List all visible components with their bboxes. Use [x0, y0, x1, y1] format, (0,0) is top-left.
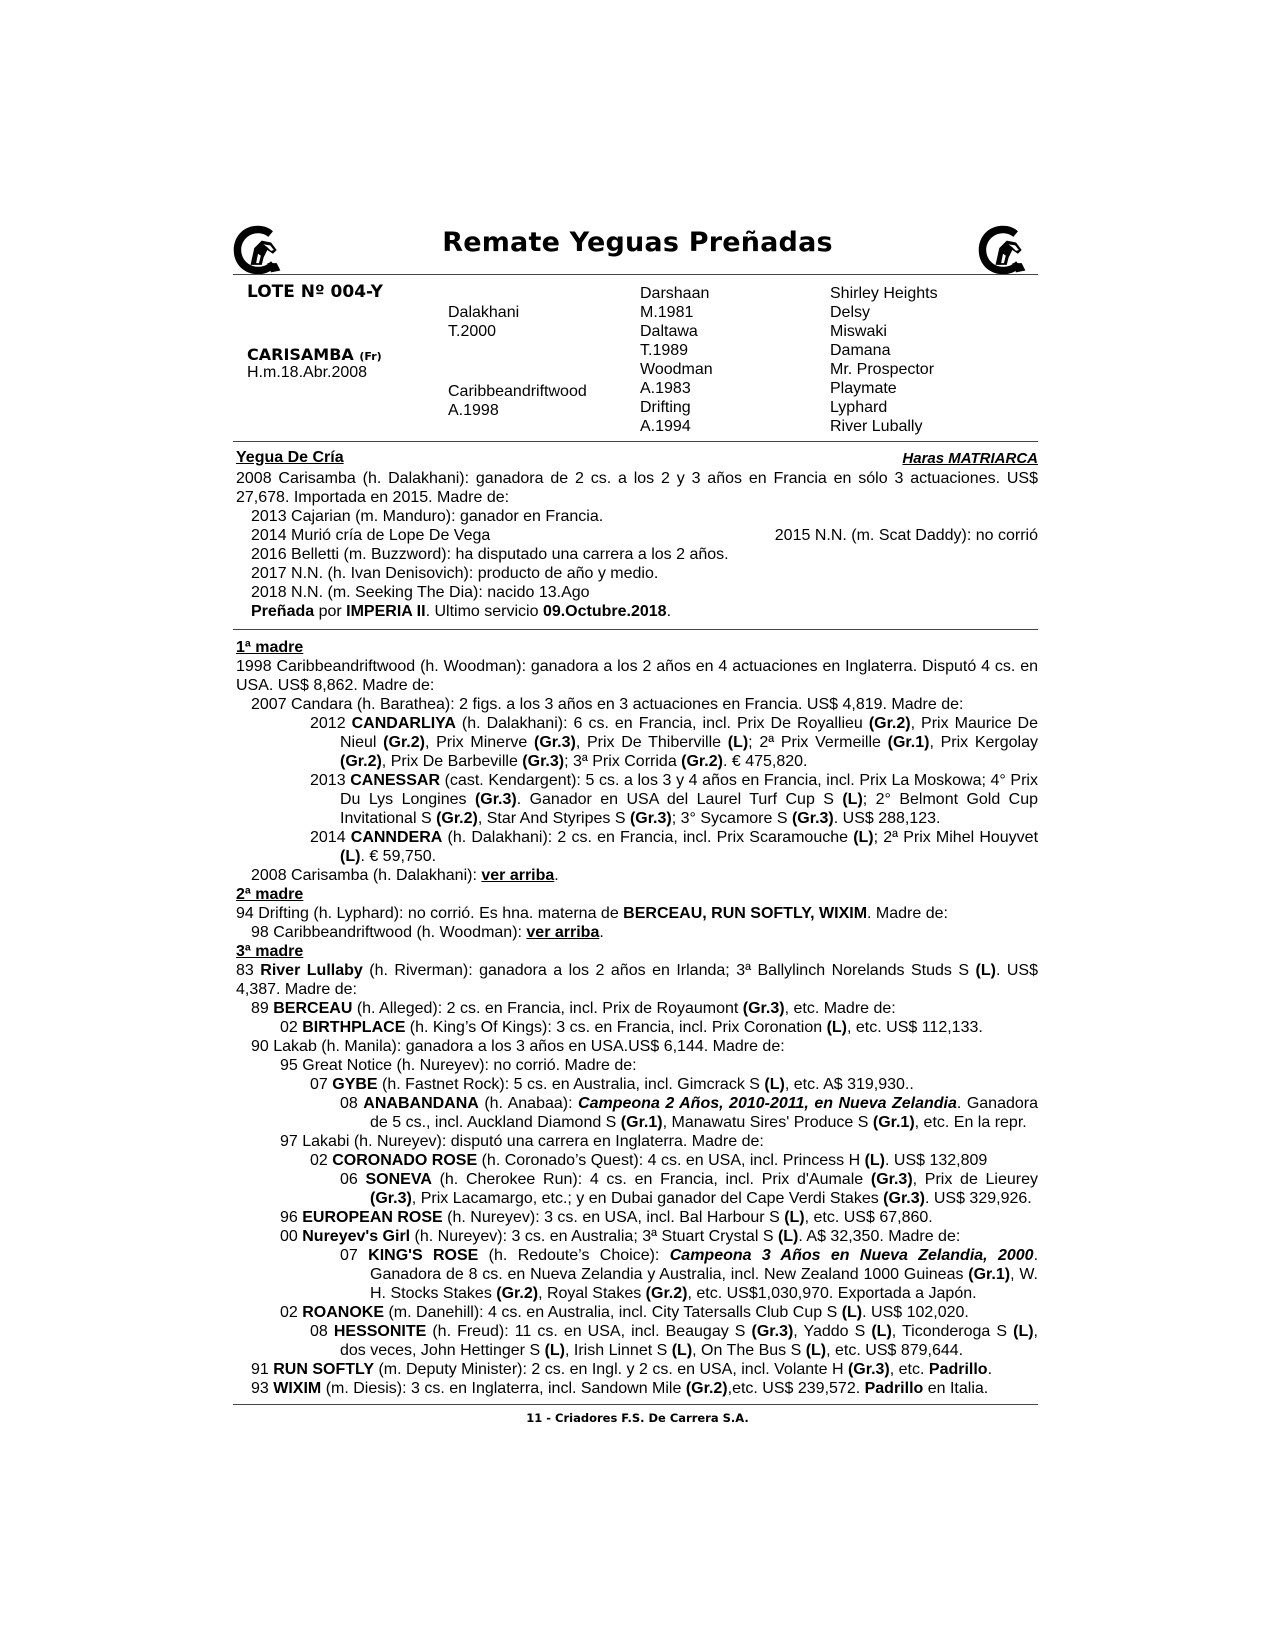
divider	[233, 629, 1038, 630]
dam-info: A.1998	[448, 402, 499, 419]
see-above-link[interactable]: ver arriba	[526, 924, 600, 941]
divider	[233, 1404, 1038, 1405]
family-section: 1ª madre 1998 Caribbeandriftwood (h. Woodman): ganadora a los 2 años en 4 actuaciones en Inglaterra. Disputó 4 cs. en USA. US$ 8,862. Madre de: 2007 Candara (h. Barathea): 2 figs. a los 3 años en 3 actuaciones en Francia. US$ 4,819. Madre de: 2012 CANDARLIYA (h. Dalakhani): 6 cs. en Francia, incl. Prix De Royallieu (Gr.2), Prix Maurice De Nieul (Gr.2), Prix Minerve (Gr.3), Prix De Thiberville (L); 2ª Prix Vermeille (Gr.1), Prix Kergolay (Gr.2), Prix De Barbeville (Gr.3); 3ª Prix Corrida (Gr.2). € 475,820. 2013 CANESSAR (cast. Kendargent): 5 cs. a los 3 y 4 años en Francia, incl. Prix La Moskowa; 4° Prix Du Lys Longines (Gr.3). Ganador en USA del Laurel Turf Cup S (L); 2° Belmont Gold Cup Invitational S (Gr.2), Star And Styripes S (Gr.3); 3° Sycamore S (Gr.3). US$ 288,123. 2014 CANNDERA (h. Dalakhani): 2 cs. en Francia, incl. Prix Scaramouche (L); 2ª Prix Mihel Houyvet (L). € 59,750. 2008 Carisamba (h. Dalakhani): ver arriba. 2ª madre 94 Drifting (h. Lyphard): no corrió. Es hna. materna de BERCEAU, RUN SOFTLY, WIXIM. Madre de: 98 Caribbeandriftwood (h. Woodman): ver arriba. 3ª madre 83 River Lullaby (h. Riverman): ganadora a los 2 años en Irlanda; 3ª Ballylinch Norelands Studs S (L). US$ 4,387. Madre de: 89 BERCEAU (h. Alleged): 2 cs. en Francia, incl. Prix de Royaumont (Gr.3), etc. Madre de: 02 BIRTHPLACE (h. King’s Of Kings): 3 cs. en Francia, incl. Prix Coronation (L), etc. US$ 112,133. 90 Lakab (h. Manila): ganadora a los 3 años en USA.US$ 6,144. Madre de: 95 Great Notice (h. Nureyev): no corrió. Madre de: 07 GYBE (h. Fastnet Rock): 5 cs. en Australia, incl. Gimcrack S (L), etc. A$ 319,930.. 08 ANABANDANA (h. Anabaa): Campeona 2 Años, 2010-2011, en Nueva Zelandia. Ganadora de 5 cs., incl. Auckland Diamond S (Gr.1), Manawatu Sires' Produce S (Gr.1), etc. En la repr. 97 Lakabi (h. Nureyev): disputó una carrera en Inglaterra. Madre de: 02 CORONADO ROSE (h. Coronado’s Quest): 4 cs. en USA, incl. Princess H (L). US$ 132,809 06 SONEVA (h. Cherokee Run): 4 cs. en Francia, incl. Prix d'Aumale (Gr.3), Prix de Lieurey (Gr.3), Prix Lacamargo, etc.; y en Dubai ganador del Cape Verdi Stakes (Gr.3). US$ 329,926. 96 EUROPEAN ROSE (h. Nureyev): 3 cs. en USA, incl. Bal Harbour S (L), etc. US$ 67,860. 00 Nureyev's Girl (h. Nureyev): 3 cs. en Australia; 3ª Stuart Crystal S (L). A$ 32,350. Madre de: 07 KING'S ROSE (h. Redoute’s Choice): Campeona 3 Años en Nueva Zelandia, 2000. Ganadora de 8 cs. en Nueva Zelandia y Australia, incl. New Zealand 1000 Guineas (Gr.1), W. H. Stocks Stakes (Gr.2), Royal Stakes (Gr.2), etc. US$1,030,970. Exportada a Japón. 02 ROANOKE (m. Danehill): 4 cs. en Australia, incl. City Tatersalls Club Cup S (L). US$ 102,020. 08 HESSONITE (h. Freud): 11 cs. en USA, incl. Beaugay S (Gr.3), Yaddo S (L), Ticonderoga S (L), dos veces, John Hettinger S (L), Irish Linnet S (L), On The Bus S (L), etc. US$ 879,644. 91 RUN SOFTLY (m. Deputy Minister): 2 cs. en Ingl. y 2 cs. en USA, incl. Volante H (Gr.3), etc. Padrillo. 93 WIXIM (m. Diesis): 3 cs. en Inglaterra, incl. Sandown Mile (Gr.2),etc. US$ 239,572. Padrillo en Italia.	[236, 639, 1039, 1397]
horse-description: H.m.18.Abr.2008	[247, 364, 368, 381]
horse-name: CARISAMBA (Fr)	[247, 345, 382, 364]
page-footer: 11 - Criadores F.S. De Carrera S.A.	[526, 1411, 749, 1425]
pedigree-g3: Shirley Heights Delsy Miswaki Damana Mr. Prospector Playmate Lyphard River Lubally	[830, 285, 938, 435]
page-title: Remate Yeguas Preñadas	[442, 227, 833, 258]
dam-name: Caribbeandriftwood	[448, 383, 587, 400]
sire-info: T.2000	[448, 323, 497, 340]
section-heading: Yegua De Cría	[236, 449, 344, 466]
divider	[233, 274, 1038, 275]
divider	[233, 441, 1038, 442]
see-above-link[interactable]: ver arriba	[481, 867, 555, 884]
yegua-section: 2008 Carisamba (h. Dalakhani): ganadora de 2 cs. a los 2 y 3 años en Francia en sólo 3 actuaciones. US$ 27,678. Importada en 2015. Madre de: 2013 Cajarian (m. Manduro): ganador en Francia. 2014 Murió cría de Lope De Vega 2015 N.N. (m. Scat Daddy): no corrió 2016 Belletti (m. Buzzword): ha disputado una carrera a los 2 años. 2017 N.N. (h. Ivan Denisovich): producto de año y medio. 2018 N.N. (m. Seeking The Dia): nacido 13.Ago Preñada por IMPERIA II. Ultimo servicio 09.Octubre.2018.	[236, 470, 1038, 620]
lot-number: LOTE Nº 004-Y	[247, 282, 383, 302]
pedigree-g2: Darshaan M.1981 Daltawa T.1989 Woodman A.1983 Drifting A.1994	[640, 285, 713, 435]
haras-name: Haras MATRIARCA	[902, 450, 1038, 467]
sire-name: Dalakhani	[448, 304, 520, 321]
